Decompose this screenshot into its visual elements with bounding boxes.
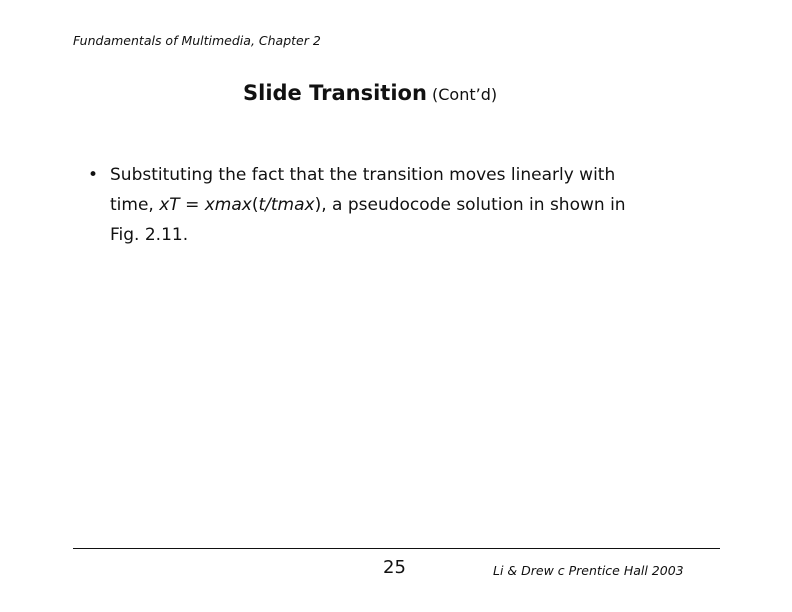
slide-title-main: Slide Transition	[243, 81, 427, 105]
footer-credit: Li & Drew c Prentice Hall 2003	[493, 563, 684, 578]
bullet-marker: •	[88, 165, 99, 185]
slide-title	[243, 81, 497, 105]
bullet-text-part: ), a pseudocode solution in shown in Fig. 2.11.	[110, 195, 626, 245]
page-number: 25	[383, 557, 406, 578]
bullet-text	[110, 160, 648, 250]
page-header: Fundamentals of Multimedia, Chapter 2	[73, 33, 321, 48]
bullet-text-part: (	[251, 195, 259, 215]
bullet-item	[88, 160, 648, 250]
math-xmax: xmax	[204, 195, 252, 215]
slide-title-suffix: (Cont’d)	[432, 85, 498, 104]
math-t-over-tmax: t/tmax	[258, 195, 315, 215]
math-xt: xT	[159, 195, 180, 215]
bullet-text-part: =	[179, 195, 205, 215]
footer-divider	[73, 548, 720, 549]
bullet-text-part: Substituting the fact that the transition moves linearly with time,	[110, 165, 616, 215]
